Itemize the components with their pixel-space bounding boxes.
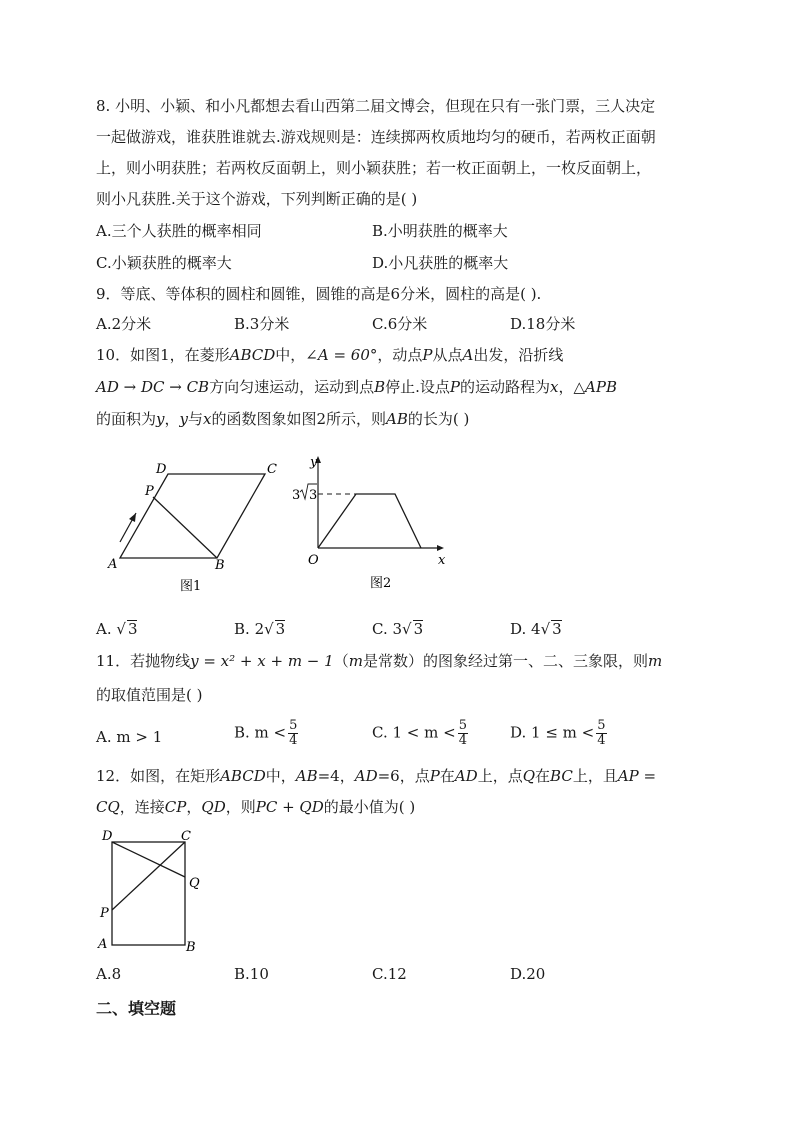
q12-label-p: P [100,906,109,921]
q11-option-b: B. m < $\frac{5}{4}$ [234,718,298,748]
q8-line-3: 上，则小明获胜；若两枚反面朝上，则小颖获胜；若一枚正面朝上，一枚反面朝上， [96,159,652,177]
fig1-caption: 图1 [180,579,202,594]
q9-option-a: A.2分米 [96,315,152,333]
q8-line-1: 8. 小明、小颖、和小凡都想去看山西第二届文博会，但现在只有一张门票，三人决定 [96,97,656,115]
q11-option-c: C. 1 < m < $\frac{5}{4}$ [372,718,467,748]
q8-option-a: A.三个人获胜的概率相同 [96,222,262,240]
fig2-value-coef: 3 [292,488,301,503]
q8-option-b: B.小明获胜的概率大 [372,222,508,240]
q11-line-2: 的取值范围是( ) [96,686,203,704]
q12-option-d: D.20 [510,965,546,983]
q12-label-b: B [186,940,196,955]
q10-option-d: D. 4√ 3 [510,620,562,638]
fig2-label-y: y [310,455,318,470]
q8-option-c: C.小颖获胜的概率大 [96,254,232,272]
q10-option-a: A. √ 3 [96,620,138,638]
fig2-caption: 图2 [370,576,392,591]
q9-option-d: D.18分米 [510,315,576,333]
q12-option-a: A.8 [96,965,122,983]
q12-option-c: C.12 [372,965,407,983]
q12-label-q: Q [189,876,200,891]
fig1-label-b: B [215,558,225,573]
fig1-label-d: D [156,462,167,477]
q10-figure-2 [288,450,458,595]
q11-line-1: 11．若抛物线y = x² + x + m − 1（m是常数）的图象经过第一、二、三象限，则m [96,652,663,670]
q12-figure [90,826,220,958]
q8-option-d: D.小凡获胜的概率大 [372,254,509,272]
fig2-label-x: x [438,553,446,568]
fig1-label-p: P [145,484,154,499]
q8-line-4: 则小凡获胜.关于这个游戏，下列判断正确的是( ) [96,190,418,208]
q12-label-d: D [102,829,113,844]
q9-option-b: B.3分米 [234,315,290,333]
fig2-value-rad: 3 [309,488,318,503]
q10-line-1: 10．如图1，在菱形ABCD中，∠A = 60°，动点P从点A出发，沿折线 [96,346,564,364]
q10-line-2: AD → DC → CB方向匀速运动，运动到点B停止.设点P的运动路程为x，△APB [96,378,617,396]
q10-figure-1 [100,455,290,595]
q9-text: 9．等底、等体积的圆柱和圆锥，圆锥的高是6分米，圆柱的高是( ). [96,285,542,303]
q12-label-c: C [181,829,191,844]
q11-option-d: D. 1 ≤ m < $\frac{5}{4}$ [510,718,606,748]
q12-line-2: CQ，连接CP，QD，则PC + QD的最小值为( ) [96,798,416,816]
q10-option-c: C. 3√ 3 [372,620,424,638]
q10-option-b: B. 2√ 3 [234,620,286,638]
q9-option-c: C.6分米 [372,315,428,333]
q12-option-b: B.10 [234,965,269,983]
q12-label-a: A [98,937,108,952]
fig2-label-o: O [308,553,319,568]
q12-line-1: 12．如图，在矩形ABCD中，AB=4，AD=6，点P在AD上，点Q在BC上，且AP = [96,767,657,785]
fig1-label-c: C [267,462,277,477]
q10-line-3: 的面积为y，y与x的函数图象如图2所示，则AB的长为( ) [96,410,470,428]
q11-option-a: A. m > 1 [96,728,163,746]
section-heading: 二、填空题 [96,999,177,1018]
q8-line-2: 一起做游戏，谁获胜谁就去.游戏规则是：连续掷两枚质地均匀的硬币，若两枚正面朝 [96,128,656,146]
fig1-label-a: A [108,557,118,572]
